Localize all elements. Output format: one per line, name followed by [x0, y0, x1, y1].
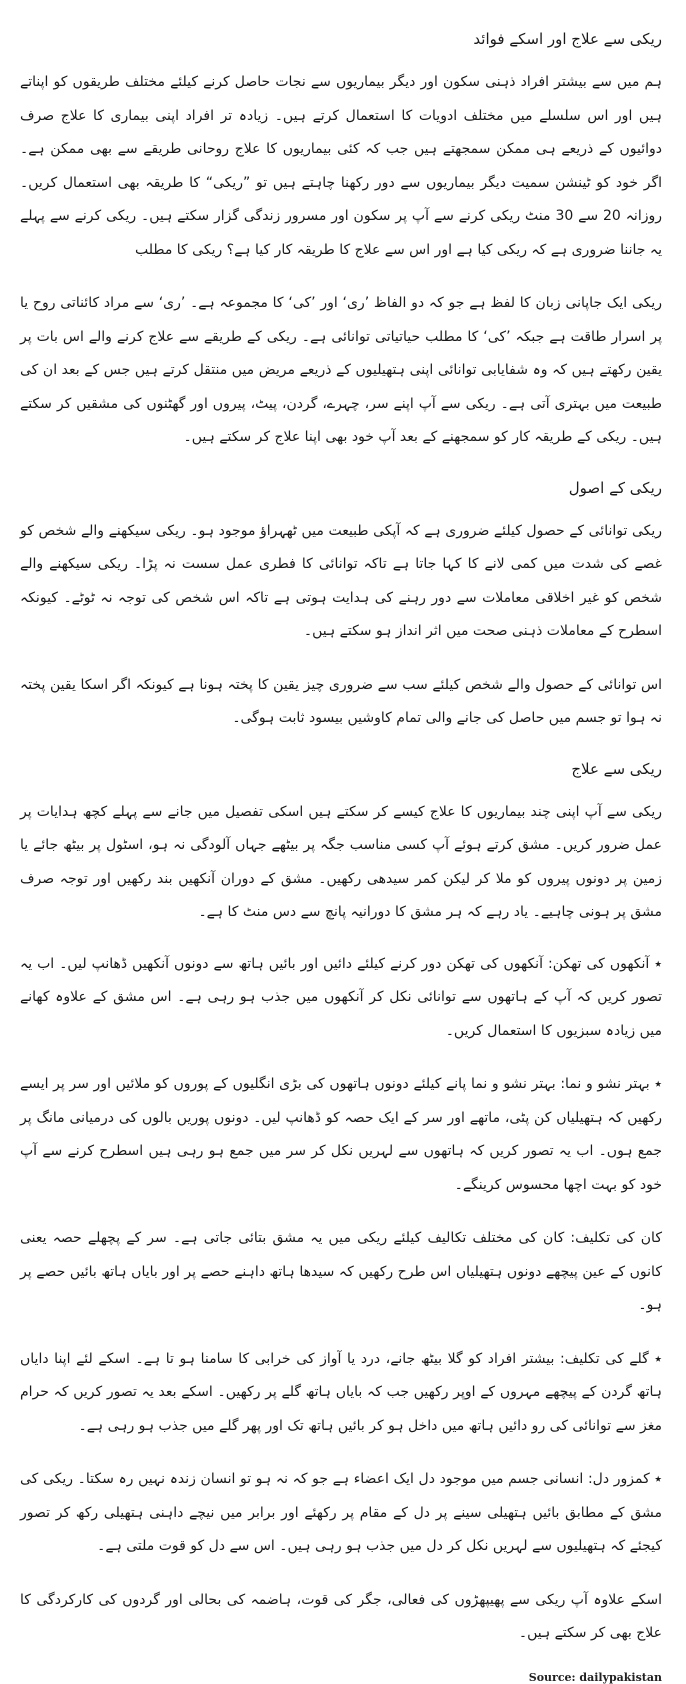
principles-paragraph-2: اس توانائی کے حصول والے شخص کیلئے سب سے ضروری چیز یقین کا پختہ ہونا ہے کیونکہ اگر اسکا یقین پختہ نہ ہوا تو جسم میں حاصل کی جانے والی تمام کاوشیں بیسود ثابت ہوگی۔: [20, 676, 662, 726]
eye-fatigue-paragraph: ٭ آنکھوں کی تھکن: آنکھوں کی تھکن دور کرنے کیلئے دائیں اور بائیں ہاتھ سے دونوں آنکھیں ڈھانپ لیں۔ اب یہ تصور کریں کہ آپ کے ہاتھوں سے توانائی نکل کر آنکھوں میں جذب ہو رہی ہے۔ اس مشق کے علاوہ کھانے میں زیادہ سبزیوں کا استعمال کریں۔: [20, 955, 662, 1039]
ear-pain-paragraph: کان کی تکلیف: کان کی مختلف تکالیف کیلئے ریکی میں یہ مشق بتائی جاتی ہے۔ سر کے پچھلے حصہ یعنی کانوں کے عین پیچھے دونوں ہتھیلیاں اس طرح رکھیں کہ سیدھا ہاتھ داہنے حصے پر اور بایاں ہاتھ بائیں حصے پر ہو۔: [20, 1230, 662, 1313]
source-credit: Source: dailypakistan: [528, 1670, 662, 1684]
treatment-heading: ریکی سے علاج: [571, 759, 662, 778]
intro-paragraph: ہم میں سے بیشتر افراد ذہنی سکون اور دیگر بیماریوں سے نجات حاصل کرنے کیلئے مختلف طریقوں کو اپناتے ہیں اور اس سلسلے میں مختلف ادویات کا استعمال کرتے ہیں۔ زیادہ تر افراد اپنی بیماری کا علاج صرف دوائیوں کے ذریعے ہی ممکن سمجھتے ہیں جب کہ کئی بیماریوں کا علاج روحانی طریقے سے بھی ممکن ہے۔ اگر خود کو ٹینشن سمیت دیگر بیماریوں سے دور رکھنا چاہتے ہیں تو ”ریکی“ کا طریقہ بھی استعمال کریں۔ روزانہ 20 سے 30 منٹ ریکی کرنے سے آپ پر سکون اور مسرور زندگی گزار سکتے ہیں۔ ریکی کرنے سے پہلے یہ جاننا ضروری ہے کہ ریکی کیا ہے اور اس سے علاج کا طریقہ کار کیا ہے؟ ریکی کا مطلب: [20, 74, 662, 258]
hair-growth-paragraph: ٭ بہتر نشو و نما: بہتر نشو و نما پانے کیلئے دونوں ہاتھوں کی بڑی انگلیوں کے پوروں کو ملائیں اور سر پر ایسے رکھیں کہ ہتھیلیاں کن پٹی، ماتھے اور سر کے ایک حصہ کو ڈھانپ لیں۔ دونوں پوریں بالوں کی درمیانی مانگ پر جمع ہوں۔ اب یہ تصور کریں کہ ہاتھوں سے لہریں نکل کر سر میں جمع ہو رہی ہیں اسطرح کرنے سے آپ خود کو بہت اچھا محسوس کرینگے۔: [20, 1076, 662, 1193]
throat-pain-paragraph: ٭ گلے کی تکلیف: بیشتر افراد کو گلا بیٹھ جانے، درد یا آواز کی خرابی کا سامنا ہو تا ہے۔ اسکے لئے اپنا دایاں ہاتھ گردن کے پیچھے مہروں کے اوپر رکھیں جب کہ بایاں ہاتھ گلے پر رکھیں۔ اسکے بعد یہ تصور کریں کہ حرام مغز سے توانائی کی رو دائیں ہاتھ میں داخل ہو کر بائیں ہاتھ تک اور پھر گلے میں جذب ہو رہی ہے۔: [20, 1350, 662, 1434]
article-title: ریکی سے علاج اور اسکے فوائد: [473, 30, 662, 48]
weak-heart-paragraph: ٭ کمزور دل: انسانی جسم میں موجود دل ایک اعضاء ہے جو کہ نہ ہو تو انسان زندہ نہیں رہ سکتا۔ ریکی کی مشق کے مطابق بائیں ہتھیلی سینے پر دل کے مقام پر رکھئے اور برابر میں نیچے داہنی ہتھیلی رکھ کر تصور کیجئے کہ ہتھیلیوں سے لہریں نکل کر دل میں جذب ہو رہی ہیں۔ اس سے دل کو قوت ملتی ہے۔: [20, 1471, 662, 1554]
reiki-definition-paragraph: ریکی ایک جاپانی زبان کا لفظ ہے جو کہ دو الفاظ ’ری‘ اور ’کی‘ کا مجموعہ ہے۔ ’ری‘ سے مراد کائناتی روح یا پر اسرار طاقت ہے جبکہ ’کی‘ کا مطلب حیاتیاتی توانائی ہے۔ ریکی کے طریقے سے علاج کرنے والے اس بات پر یقین رکھتے ہیں کہ وہ شفایابی توانائی اپنی ہتھیلیوں کے ذریعے مریض میں منتقل کرتے ہیں جس کے بعد ان کی طبیعت میں بہتری آتی ہے۔ ریکی سے آپ اپنے سر، چہرے، گردن، پیٹ، پیروں اور گھٹنوں کی مشقیں کر سکتے ہیں۔ ریکی کے طریقہ کار کو سمجھنے کے بعد آپ خود بھی اپنا علاج کر سکتے ہیں۔: [20, 295, 662, 445]
closing-paragraph: اسکے علاوہ آپ ریکی سے پھیپھڑوں کی فعالی، جگر کی قوت، ہاضمہ کی بحالی اور گردوں کی کارکردگی کا علاج بھی کر سکتے ہیں۔: [20, 1591, 662, 1641]
treatment-intro-paragraph: ریکی سے آپ اپنی چند بیماریوں کا علاج کیسے کر سکتے ہیں اسکی تفصیل میں جانے سے پہلے کچھ ہدایات پر عمل ضرور کریں۔ مشق کرتے ہوئے آپ کسی مناسب جگہ پر بیٹھے جہاں آلودگی نہ ہو، اسٹول پر بیٹھ جائے یا زمین پر دونوں پیروں کو ملا کر لیکن کمر سیدھی رکھیں۔ مشق کے دوران آنکھیں بند رکھیں اور توجہ صرف مشق پر ہونی چاہیے۔ یاد رہے کہ ہر مشق کا دورانیہ پانچ سے دس منٹ کا ہے۔: [20, 803, 662, 920]
principles-paragraph-1: ریکی توانائی کے حصول کیلئے ضروری ہے کہ آپکی طبیعت میں ٹھہراؤ موجود ہو۔ ریکی سیکھنے والے شخص کو غصے کی شدت میں کمی لانے کا کہا جاتا ہے تاکہ توانائی کا فطری عمل سست نہ پڑا۔ ریکی سیکھنے والے شخص کو غیر اخلاقی معاملات سے دور رہنے کی ہدایت ہوتی ہے تاکہ اس شخص کی توجہ نہ ٹوٹے۔ کیونکہ اسطرح کے معاملات ذہنی صحت میں اثر انداز ہو سکتے ہیں۔: [20, 522, 662, 639]
principles-heading: ریکی کے اصول: [568, 478, 662, 497]
